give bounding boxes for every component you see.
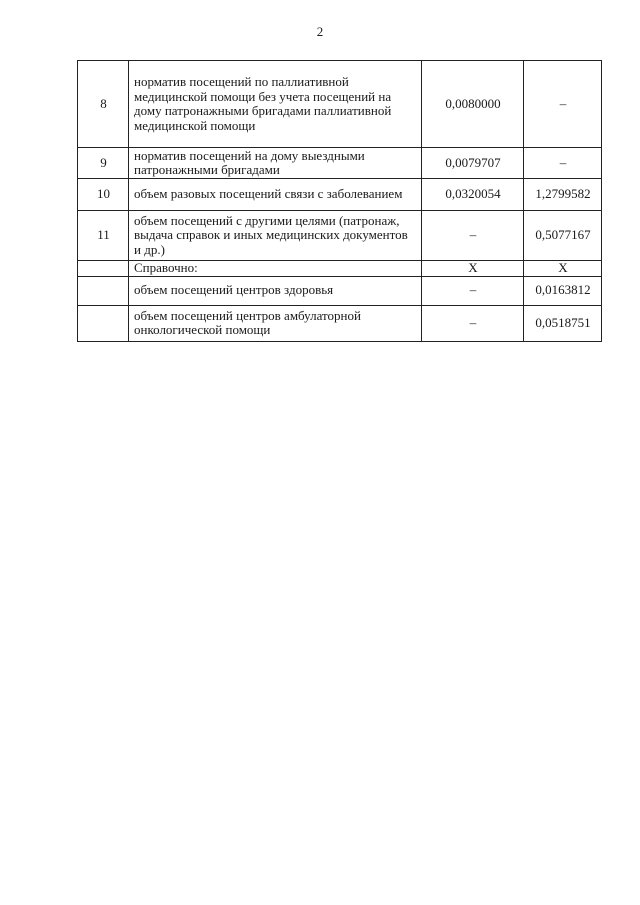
row-description: объем посещений центров здоровья [129,276,422,305]
row-description: Справочно: [129,261,422,277]
row-value-1: 0,0080000 [422,61,524,148]
row-value-2: – [524,61,602,148]
row-value-2: 0,0518751 [524,305,602,341]
table-row [78,261,602,277]
table-row [78,305,602,341]
row-number [78,261,129,277]
row-number [78,305,129,341]
row-description: норматив посещений на дому выездными патронажными бригадами [129,148,422,179]
row-number [78,276,129,305]
row-value-2: – [524,148,602,179]
row-number: 10 [78,179,129,211]
row-value-1: – [422,211,524,261]
page-number: 2 [316,24,324,39]
row-number: 11 [78,211,129,261]
table-row [78,276,602,305]
row-value-1: – [422,305,524,341]
row-number: 8 [78,61,129,148]
table-row [78,211,602,261]
table-row [78,148,602,179]
row-description: объем посещений центров амбулаторной онкологической помощи [129,305,422,341]
row-value-2: X [524,261,602,277]
row-number: 9 [78,148,129,179]
row-value-2: 0,5077167 [524,211,602,261]
row-value-1: – [422,276,524,305]
row-value-1: 0,0320054 [422,179,524,211]
row-value-2: 1,2799582 [524,179,602,211]
row-description: объем разовых посещений связи с заболеванием [129,179,422,211]
table-row [78,61,602,148]
row-value-1: X [422,261,524,277]
norms-table [77,60,602,342]
row-description: объем посещений с другими целями (патронаж, выдача справок и иных медицинских документов и др.) [129,211,422,261]
row-value-1: 0,0079707 [422,148,524,179]
row-value-2: 0,0163812 [524,276,602,305]
table-row [78,179,602,211]
row-description: норматив посещений по паллиативной медицинской помощи без учета посещений на дому патронажными бригадами паллиативной медицинской помощи [129,61,422,148]
